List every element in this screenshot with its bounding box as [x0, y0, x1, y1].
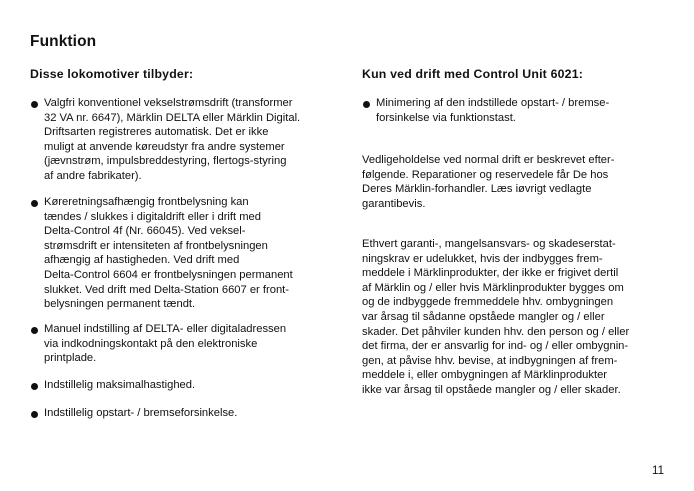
feature-text: Indstillelig maksimalhastighed.: [44, 379, 196, 391]
feature-text: Valgfri konventionel vekselstrømsdrift (transformer 32 VA nr. 6647), Märklin DELTA eller Märklin Digital. Driftsarten registreres automatisk. Det er ikke muligt at anvende køreudstyr fra andre systemer (jævnstrøm, impulsbreddestyring, flertogs-styring af andre fabrikater).: [44, 97, 301, 182]
feature-text: Køreretningsafhængig frontbelysning kan tændes / slukkes i digitaldrift eller i drift med Delta-Control 4f (Nr. 66045). Ved veksel- strømsdrift er intensiteten af frontbelysningen afhængig af hastigheden. Ved drift med Delta-Control 6604 er frontbelysningen permanent slukket. Ved drift med Delta-Station 6607 er front- belysningen permanent tændt.: [44, 196, 293, 311]
right-column: [362, 67, 672, 396]
feature-item: [30, 378, 340, 393]
feature-text: Minimering af den indstillede opstart- / bremse- forsinkelse via funktionstast.: [376, 97, 610, 124]
bullet-icon: [31, 200, 38, 207]
feature-item: [30, 96, 340, 184]
maintenance-paragraph: Vedligeholdelse ved normal drift er beskrevet efter- følgende. Reparationer og reservedele får De hos Deres Märklin-forhandler. Læs iøvrigt vedlagte garantibevis.: [362, 154, 615, 210]
feature-item: [30, 195, 340, 312]
feature-text: Manuel indstilling af DELTA- eller digitaladressen via indkodningskontakt på den elektroniske printplade.: [44, 323, 287, 365]
page-title: Funktion: [30, 33, 97, 50]
feature-item: [30, 406, 340, 421]
warranty-paragraph: Ethvert garanti-, mangelsansvars- og skadeserstat- ningskrav er udelukket, hvis der indbygges frem- meddele i Märklinprodukter, der ikke er frigivet dertil af Märklin og / eller hvis Märklinprodukter bygges om og de indbyggede fremmeddele hhv. ombygningen var årsag til sådanne opståede mangler og / eller skader. Det påhviler kunden hhv. den person og / eller det firma, der er ansvarlig for ind- og / eller ombygnin- gen, at påvise hhv. bevise, at indbygningen af frem- meddele i, eller ombygningen af Märklinprodukter ikke var årsag til opståede mangler og / eller skader.: [362, 238, 630, 396]
page-number: 11: [652, 465, 664, 477]
feature-item: [362, 96, 672, 125]
bullet-icon: [31, 411, 38, 418]
control-unit-heading: Kun ved drift med Control Unit 6021:: [362, 67, 584, 81]
features-heading: Disse lokomotiver tilbyder:: [30, 67, 194, 81]
bullet-icon: [31, 383, 38, 390]
feature-item: [30, 322, 340, 366]
bullet-icon: [31, 327, 38, 334]
bullet-icon: [31, 101, 38, 108]
feature-text: Indstillelig opstart- / bremseforsinkelse.: [44, 407, 238, 419]
bullet-icon: [363, 101, 370, 108]
left-column: [30, 67, 340, 419]
